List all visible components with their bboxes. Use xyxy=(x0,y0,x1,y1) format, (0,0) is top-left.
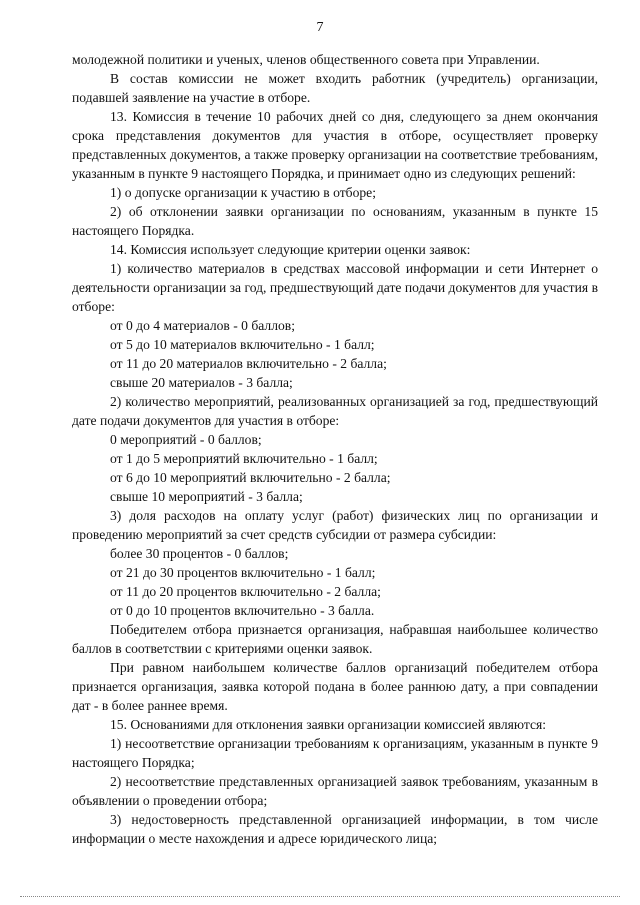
paragraph-commission-members-end: молодежной политики и ученых, членов общественного совета при Управлении. xyxy=(72,52,540,67)
document-body xyxy=(72,50,598,848)
criterion-2-score-0: 0 мероприятий - 0 баллов; xyxy=(110,432,262,447)
criterion-3-score-2: от 11 до 20 процентов включительно - 2 балла; xyxy=(110,584,381,599)
criterion-1-score-1: от 5 до 10 материалов включительно - 1 балл; xyxy=(110,337,375,352)
criterion-2-score-3: свыше 10 мероприятий - 3 балла; xyxy=(110,489,303,504)
criterion-1-score-3: свыше 20 материалов - 3 балла; xyxy=(110,375,293,390)
rejection-reason-1: 1) несоответствие организации требованиям к организациям, указанным в пункте 9 настоящего Порядка; xyxy=(72,736,598,770)
scan-edge-divider xyxy=(20,896,620,897)
criterion-2-score-2: от 6 до 10 мероприятий включительно - 2 балла; xyxy=(110,470,391,485)
paragraph-commission-restriction: В состав комиссии не может входить работник (учредитель) организации, подавшей заявление на участие в отборе. xyxy=(72,71,598,105)
criterion-1-score-0: от 0 до 4 материалов - 0 баллов; xyxy=(110,318,295,333)
paragraph-tie-break: При равном наибольшем количестве баллов организаций победителем отбора признается организация, заявка которой подана в более раннюю дату, а при совпадении дат - в более раннее время. xyxy=(72,660,598,713)
rejection-reason-3: 3) недостоверность представленной организацией информации, в том числе информации о месте нахождения и адресе юридического лица; xyxy=(72,812,598,846)
criterion-3-expenses: 3) доля расходов на оплату услуг (работ) физических лиц по организации и проведению мероприятий за счет средств субсидии от размера субсидии: xyxy=(72,508,598,542)
criterion-1-media: 1) количество материалов в средствах массовой информации и сети Интернет о деятельности организации за год, предшествующий дате подачи документов для участия в отборе: xyxy=(72,261,598,314)
criterion-1-score-2: от 11 до 20 материалов включительно - 2 балла; xyxy=(110,356,387,371)
page-number: 7 xyxy=(316,20,324,35)
paragraph-15-rejection: 15. Основаниями для отклонения заявки организации комиссией являются: xyxy=(110,717,547,732)
criterion-3-score-1: от 21 до 30 процентов включительно - 1 балл; xyxy=(110,565,376,580)
paragraph-13-decision-2: 2) об отклонении заявки организации по основаниям, указанным в пункте 15 настоящего Порядка. xyxy=(72,204,598,238)
paragraph-winner: Победителем отбора признается организация, набравшая наибольшее количество баллов в соответствии с критериями оценки заявок. xyxy=(72,622,598,656)
rejection-reason-2: 2) несоответствие представленных организацией заявок требованиям, указанным в объявлении о проведении отбора; xyxy=(72,774,598,808)
criterion-3-score-0: более 30 процентов - 0 баллов; xyxy=(110,546,289,561)
criterion-2-events: 2) количество мероприятий, реализованных организацией за год, предшествующий дате подачи документов для участия в отборе: xyxy=(72,394,598,428)
criterion-2-score-1: от 1 до 5 мероприятий включительно - 1 балл; xyxy=(110,451,378,466)
paragraph-14-criteria: 14. Комиссия использует следующие критерии оценки заявок: xyxy=(110,242,471,257)
paragraph-13-decision-1: 1) о допуске организации к участию в отборе; xyxy=(110,185,376,200)
paragraph-13-review: 13. Комиссия в течение 10 рабочих дней со дня, следующего за днем окончания срока представления документов для участия в отборе, осуществляет проверку представленных документов, а также проверку организации на соответствие требованиям, указанным в пункте 9 настоящего Порядка, и принимает одно из следующих решений: xyxy=(72,109,598,181)
criterion-3-score-3: от 0 до 10 процентов включительно - 3 балла. xyxy=(110,603,375,618)
